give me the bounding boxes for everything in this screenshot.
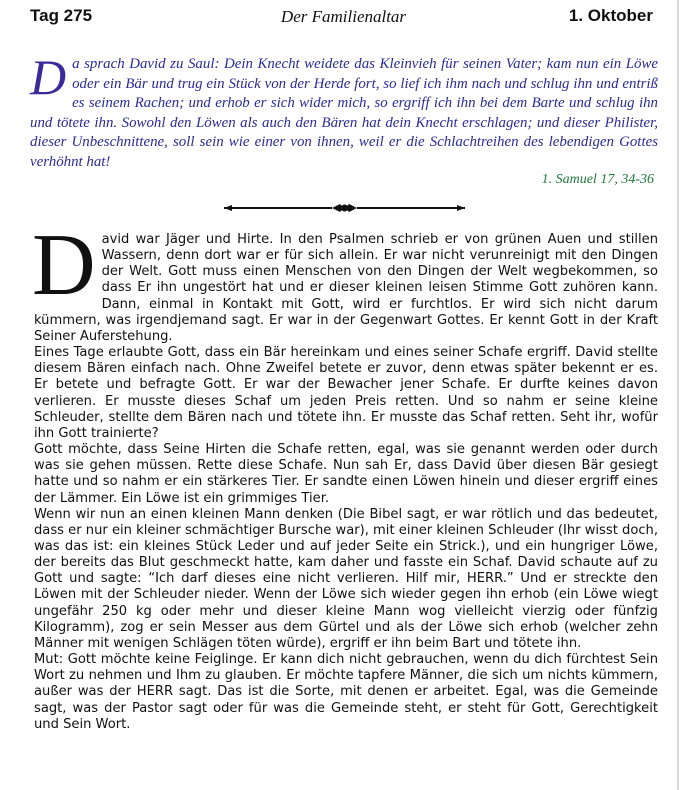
scripture-verse [30,49,658,173]
devotion-paragraph: Eines Tage erlaubte Gott, dass ein Bär hereinkam und eines seiner Schafe ergriff. David stellte diesem Bären einfach nach. Ohne Zweifel betete er zuvor, denn etwas später bekennt er es. Er betete und befragte Gott. Er war der Bewacher jener Schafe. Er durfte keines davon verlieren. Er musste dieses Schaf um jeden Preis retten. Und so nahm er seine kleine Schleuder, stellte dem Bären nach und tötete ihn. Er musste das Schaf retten. Seht ihr, wofür ihn Gott trainierte? [34,345,658,441]
day-number: Tag 275 [30,6,93,25]
devotion-paragraph: Gott möchte, dass Seine Hirten die Schafe retten, egal, was sie genannt werden oder durch was sie gehen müssen. Rette diese Schafe. Nun sah Er, dass David über diesen Bär gesiegt hatte und so nahm er ein stärkeres Tier. Er sandte einen Löwen hinein und dieser ergriff eines der Lämmer. Ein Löwe ist ein grimmiges Tier. [34,442,658,506]
devotion-paragraph: David war Jäger und Hirte. In den Psalmen schrieb er von grünen Auen und stillen Wassern, denn dort war er für sich allein. Er war nicht verunreinigt mit den Dingen der Welt. Gott muss einen Menschen von den Dingen der Welt wegbekommen, so dass Er ihn ungestört hat und er dieser kleinen leisen Stimme Gott zuhören kann. Dann, einmal in Kontakt mit Gott, wird er furchtlos. Er wird sich nicht darum kümmern, was irgendjemand sagt. Er war in der Gegenwart Gottes. Er kennt Gott in der Kraft Seiner Auferstehung. [32,217,658,344]
book-title: Der Familienaltar [280,7,407,26]
scripture-reference: 1. Samuel 17, 34-36 [541,172,654,187]
page-date: 1. Oktober [568,6,653,25]
verse-text: a sprach David zu Saul: Dein Knecht weidete das Kleinvieh für seinen Vater; kam nun ein Löwe oder ein Bär und trug ein Stück von der Herde fort, so lief ich ihm nach und schlug ihn und entriß es seinem Rachen; und erhob er sich wider mich, so ergriff ich ihn bei dem Barte und schlug ihn und tötete ihn. Sowohl den Löwen als auch den Bären hat dein Knecht erschlagen; und dieser Philister, dieser Unbeschnittene, soll sein wie einer von ihnen, weil er die Schlachtreihen des lebendigen Gottes verhöhnt hat! [30,56,658,170]
page-edge [677,0,679,790]
drop-cap: D [32,217,96,314]
devotion-text [32,217,658,733]
page-header [0,0,687,32]
devotion-paragraph: Wenn wir nun an einen kleinen Mann denken (Die Bibel sagt, er war rötlich und das bedeutet, dass er nur ein kleiner schmächtiger Bursche war), mit einer kleinen Schleuder (Ihr wisst doch, was das ist: ein kleines Stück Leder und auf jeder Seite ein Strick.), und ein hungriger Löwe, der bereits das Blut geschmeckt hatte, kam daher und fasste ein Schaf. David schaute auf zu Gott und sagte: “Ich darf dieses eine nicht verlieren. Hilf mir, HERR.” Und er streckte den Löwen mit der Schleuder nieder. Wenn der Löwe sich wieder gegen ihn erhob (ein Löwe wiegt ungefähr 250 kg oder mehr und dieser kleine Mann wog vielleicht vierzig oder fünfzig Kilogramm), zog er sein Messer aus dem Gürtel und als der Löwe sich erhob (welcher zehn Männer mit wenigen Schlägen töten würde), ergriff er ihn beim Bart und tötete ihn. [34,506,658,651]
devotion-paragraph: Mut: Gott möchte keine Feiglinge. Er kann dich nicht gebrauchen, wenn du dich fürchtest Sein Wort zu nehmen und Ihm zu glauben. Er möchte tapfere Männer, die sich um nichts kümmern, außer was der HERR sagt. Das ist die Sorte, mit denen er arbeitet. Egal, was die Gemeinde sagt, was der Pastor sagt oder für was die Gemeinde steht, er steht für Gott, Gerechtigkeit und Sein Wort. [34,652,658,732]
verse-initial: D [30,49,67,105]
ornament-divider-icon [222,200,467,216]
